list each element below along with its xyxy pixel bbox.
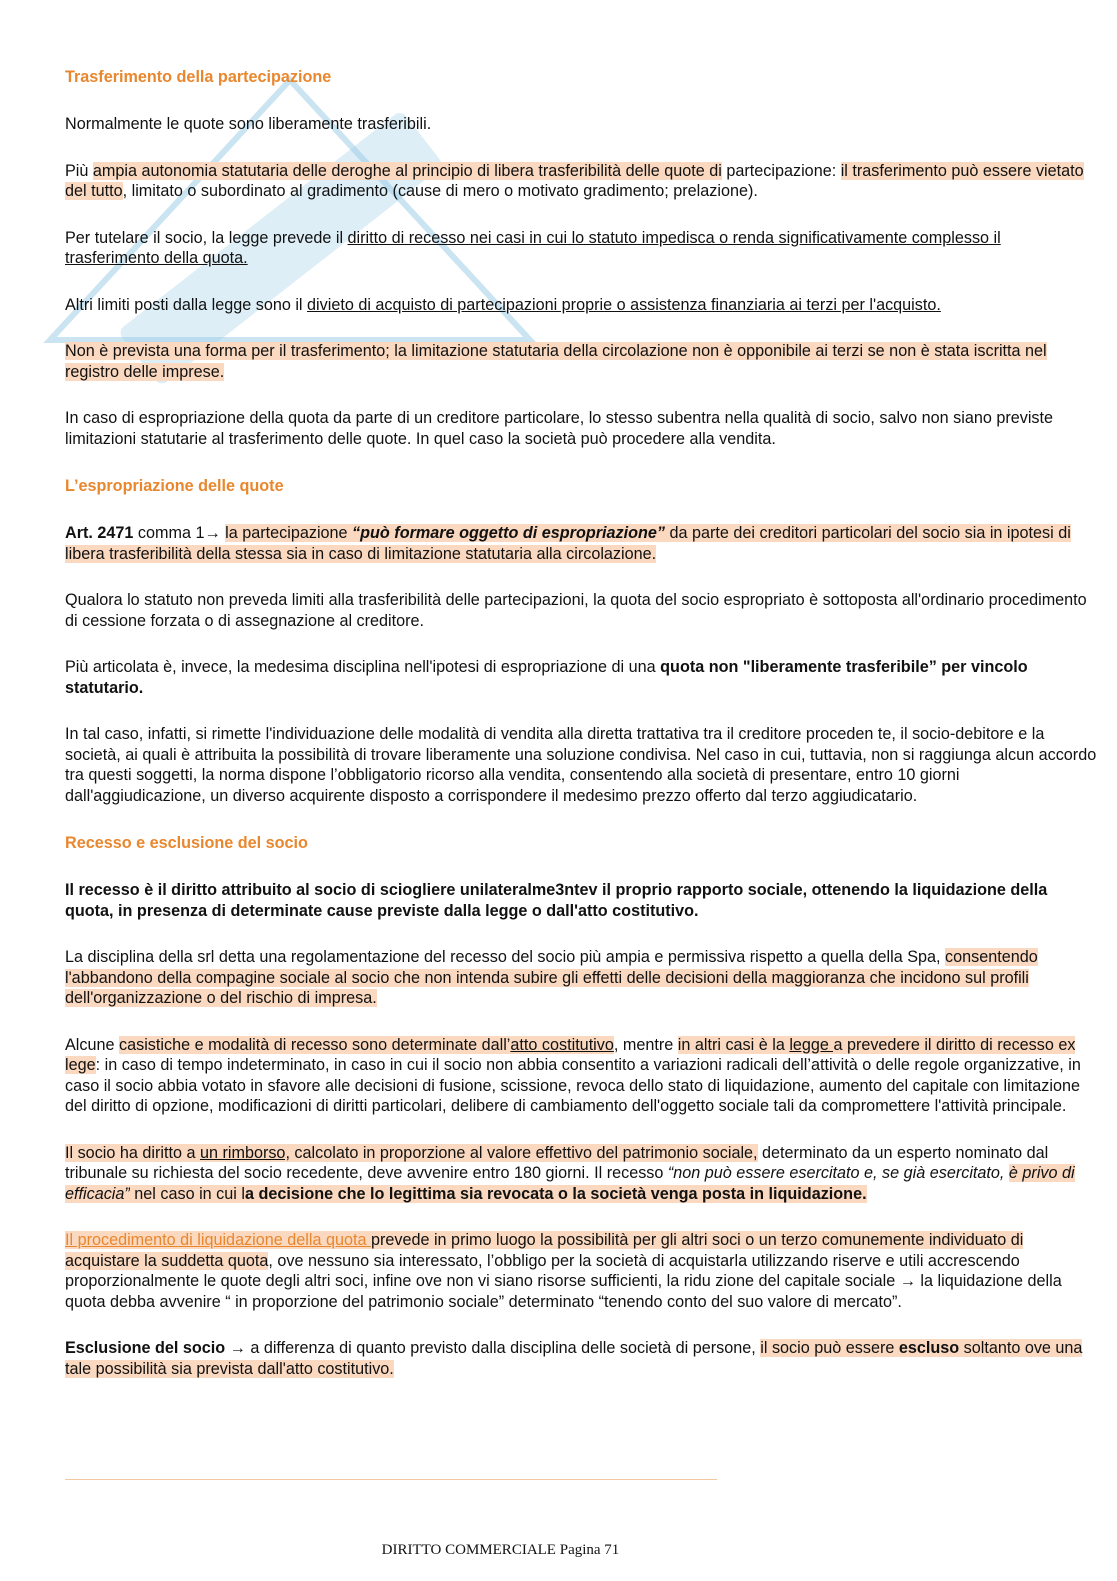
paragraph: Il procedimento di liquidazione della quota prevede in primo luogo la possibilità per gli altri soci o un terzo comunemente individuato di acquistare la suddetta quota, ove nessuno sia interessato, l’obbligo per la società di acquistarla utilizzando riserve e utili accrescendo proporzionalmente le quote degli altri soci, infine ove non vi siano risorse sufficienti, la ridu zione del capitale sociale → la liquidazione della quota debba avvenire “ in proporzione del patrimonio sociale” determinato “tenendo conto del suo valore di mercato”.	[65, 1231, 1062, 1311]
paragraph: In tal caso, infatti, si rimette l'individuazione delle modalità di vendita alla diretta trattativa tra il creditore proceden te, il socio-debitore e la società, ai quali è attribuita la possibilità di trovare liberamente una soluzione condivisa. Nel caso in cui, tuttavia, non si raggiunga alcun accordo tra questi soggetti, la norma dispone l’obbligatorio ricorso alla vendita, consentendo alla società di presentare, entro 10 giorni dall'aggiudicazione, un diverso acquirente disposto a corrispondere il medesimo prezzo offerto dal terzo aggiudicatario.	[65, 725, 1097, 805]
paragraph: Per tutelare il socio, la legge prevede il diritto di recesso nei casi in cui lo statuto impedisca o renda significativamente complesso il trasferimento della quota.	[65, 228, 1001, 267]
paragraph: Alcune casistiche e modalità di recesso sono determinate dall’atto costitutivo, mentre in altri casi è la legge a prevedere il diritto di recesso ex lege: in caso di tempo indeterminato, in caso in cui il socio non abbia consentito a variazioni radicali dell’attività o delle regole organizzative, in caso il socio abbia votato in sfavore alle decisioni di fusione, scissione, revoca dello stato di liquidazione, aumento del capitale con limitazione del diritto di opzione, modificazioni di diritti particolari, delibere di cambiamento dell'oggetto sociale tali da compromettere l'attività principale.	[65, 1035, 1081, 1115]
document-page	[65, 66, 1097, 1405]
paragraph: Più articolata è, invece, la medesima disciplina nell'ipotesi di espropriazione di una quota non "liberamente trasferibile” per vincolo statutario.	[65, 658, 1028, 697]
paragraph: La disciplina della srl detta una regolamentazione del recesso del socio più ampia e permissiva rispetto a quella della Spa, consentendo l'abbandono della compagine sociale al socio che non intenda subire gli effetti delle decisioni della maggioranza che incidono sul profili dell'organizzazione o del rischio di impresa.	[65, 948, 1038, 1007]
footnote-divider	[65, 1479, 717, 1480]
paragraph: Altri limiti posti dalla legge sono il divieto di acquisto di partecipazioni proprie o assistenza finanziaria ai terzi per l'acquisto.	[65, 295, 941, 314]
section-heading: L’espropriazione delle quote	[65, 477, 284, 495]
paragraph: Qualora lo statuto non preveda limiti alla trasferibilità delle partecipazioni, la quota del socio espropriato è sottoposta all'ordinario procedimento di cessione forzata o di assegnazione al creditore.	[65, 591, 1087, 630]
paragraph: Normalmente le quote sono liberamente trasferibili.	[65, 115, 432, 133]
paragraph: Il recesso è il diritto attribuito al socio di sciogliere unilateralme3ntev il proprio rapporto sociale, ottenendo la liquidazione della quota, in presenza di determinate cause previste dalla legge o dall'atto costitutivo.	[65, 881, 1048, 920]
section-heading: Recesso e esclusione del socio	[65, 834, 308, 852]
paragraph: Il socio ha diritto a un rimborso, calcolato in proporzione al valore effettivo del patrimonio sociale, determinato da un esperto nominato dal tribunale su richiesta del socio recedente, deve avvenire entro 180 giorni. Il recesso “non può essere esercitato e, se già esercitato, è privo di efficacia” nel caso in cui la decisione che lo legittima sia revocata o la società venga posta in liquidazione.	[65, 1143, 1075, 1203]
paragraph: In caso di espropriazione della quota da parte di un creditore particolare, lo stesso subentra nella qualità di socio, salvo non siano previste limitazioni statutarie al trasferimento delle quote. In quel caso la società può procedere alla vendita.	[65, 409, 1054, 448]
paragraph: Esclusione del socio → a differenza di quanto previsto dalla disciplina delle società di persone, il socio può essere escluso soltanto ove una tale possibilità sia prevista dall'atto costitutivo.	[65, 1339, 1083, 1378]
section-heading: Trasferimento della partecipazione	[65, 68, 332, 86]
paragraph: Art. 2471 comma 1→ la partecipazione “può formare oggetto di espropriazione” da parte dei creditori particolari del socio sia in ipotesi di libera trasferibilità della stessa sia in caso di limitazione statutaria alla circolazione.	[65, 524, 1071, 563]
paragraph: Non è prevista una forma per il trasferimento; la limitazione statutaria della circolazione non è opponibile ai terzi se non è stata iscritta nel registro delle imprese.	[65, 342, 1047, 381]
paragraph: Più ampia autonomia statutaria delle deroghe al principio di libera trasferibilità delle quote di partecipazione: il trasferimento può essere vietato del tutto, limitato o subordinato al gradimento (cause di mero o motivato gradimento; prelazione).	[65, 161, 1084, 200]
page-footer: DIRITTO COMMERCIALE Pagina 71	[381, 1542, 620, 1558]
